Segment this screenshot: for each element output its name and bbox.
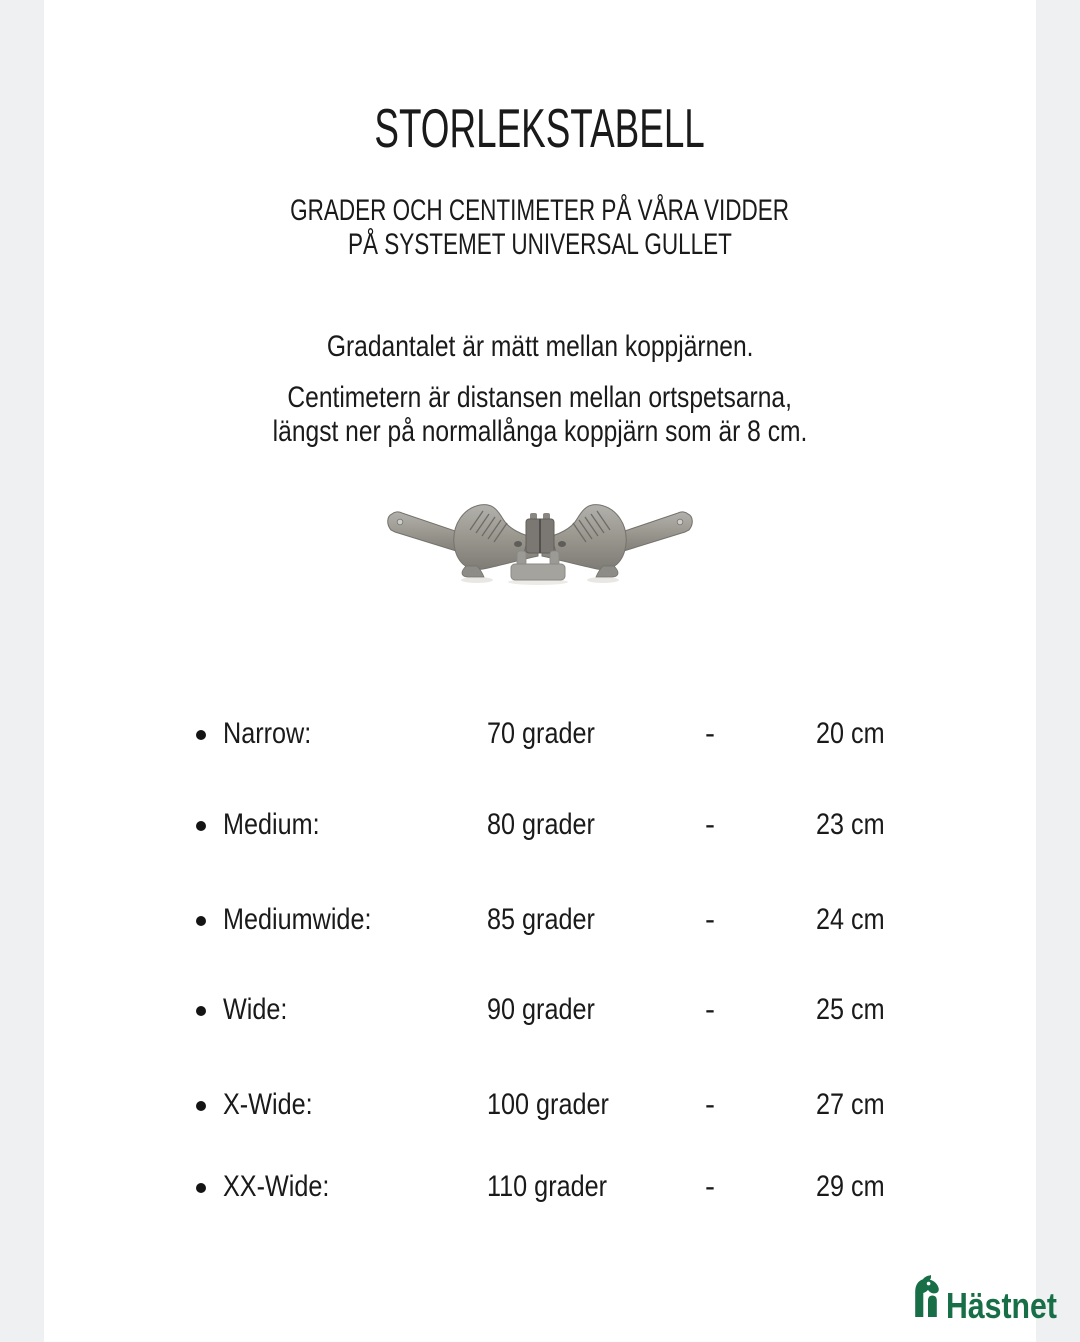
gullet-plate-photo	[380, 492, 700, 592]
table-row	[0, 719, 1080, 749]
page-title	[0, 98, 1080, 158]
cm-value: 29 cm	[816, 1170, 885, 1203]
intro-line-2: Centimetern är distansen mellan ortspetsarna,	[287, 381, 793, 414]
size-label: X-Wide:	[223, 1088, 313, 1121]
size-label: Mediumwide:	[223, 903, 372, 936]
cm-value: 27 cm	[816, 1088, 885, 1121]
bullet-icon	[196, 1101, 206, 1111]
page-title-text: STORLEKSTABELL	[374, 97, 706, 159]
table-row	[0, 810, 1080, 840]
separator-dash: -	[705, 808, 715, 841]
degrees-value: 80 grader	[487, 808, 595, 841]
degrees-value: 90 grader	[487, 993, 595, 1026]
cm-value: 24 cm	[816, 903, 885, 936]
separator-dash: -	[705, 993, 715, 1026]
bullet-icon	[196, 916, 206, 926]
intro-line-3: längst ner på normallånga koppjärn som är 8 cm.	[272, 415, 808, 448]
horse-head-icon	[913, 1275, 940, 1317]
table-row	[0, 995, 1080, 1025]
size-label: XX-Wide:	[223, 1170, 330, 1203]
degrees-value: 100 grader	[487, 1088, 609, 1121]
bullet-icon	[196, 730, 206, 740]
separator-dash: -	[705, 1088, 715, 1121]
table-row	[0, 905, 1080, 935]
size-label: Medium:	[223, 808, 320, 841]
cm-value: 23 cm	[816, 808, 885, 841]
size-label: Wide:	[223, 993, 288, 1026]
brand-name: Hästnet	[946, 1285, 1057, 1326]
subtitle-line-2: PÅ SYSTEMET UNIVERSAL GULLET	[348, 228, 732, 261]
bullet-icon	[196, 1183, 206, 1193]
degrees-value: 110 grader	[487, 1170, 608, 1203]
cm-value: 25 cm	[816, 993, 885, 1026]
separator-dash: -	[705, 717, 715, 750]
table-row	[0, 1090, 1080, 1120]
table-row	[0, 1172, 1080, 1202]
separator-dash: -	[705, 903, 715, 936]
cm-value: 20 cm	[816, 717, 885, 750]
separator-dash: -	[705, 1170, 715, 1203]
degrees-value: 70 grader	[487, 717, 595, 750]
bullet-icon	[196, 1006, 206, 1016]
hastnet-logo	[913, 1275, 1078, 1326]
subtitle-line-1: GRADER OCH CENTIMETER PÅ VÅRA VIDDER	[290, 194, 790, 227]
size-label: Narrow:	[223, 717, 312, 750]
bullet-icon	[196, 821, 206, 831]
intro-line-1: Gradantalet är mätt mellan koppjärnen.	[326, 330, 754, 363]
degrees-value: 85 grader	[487, 903, 595, 936]
